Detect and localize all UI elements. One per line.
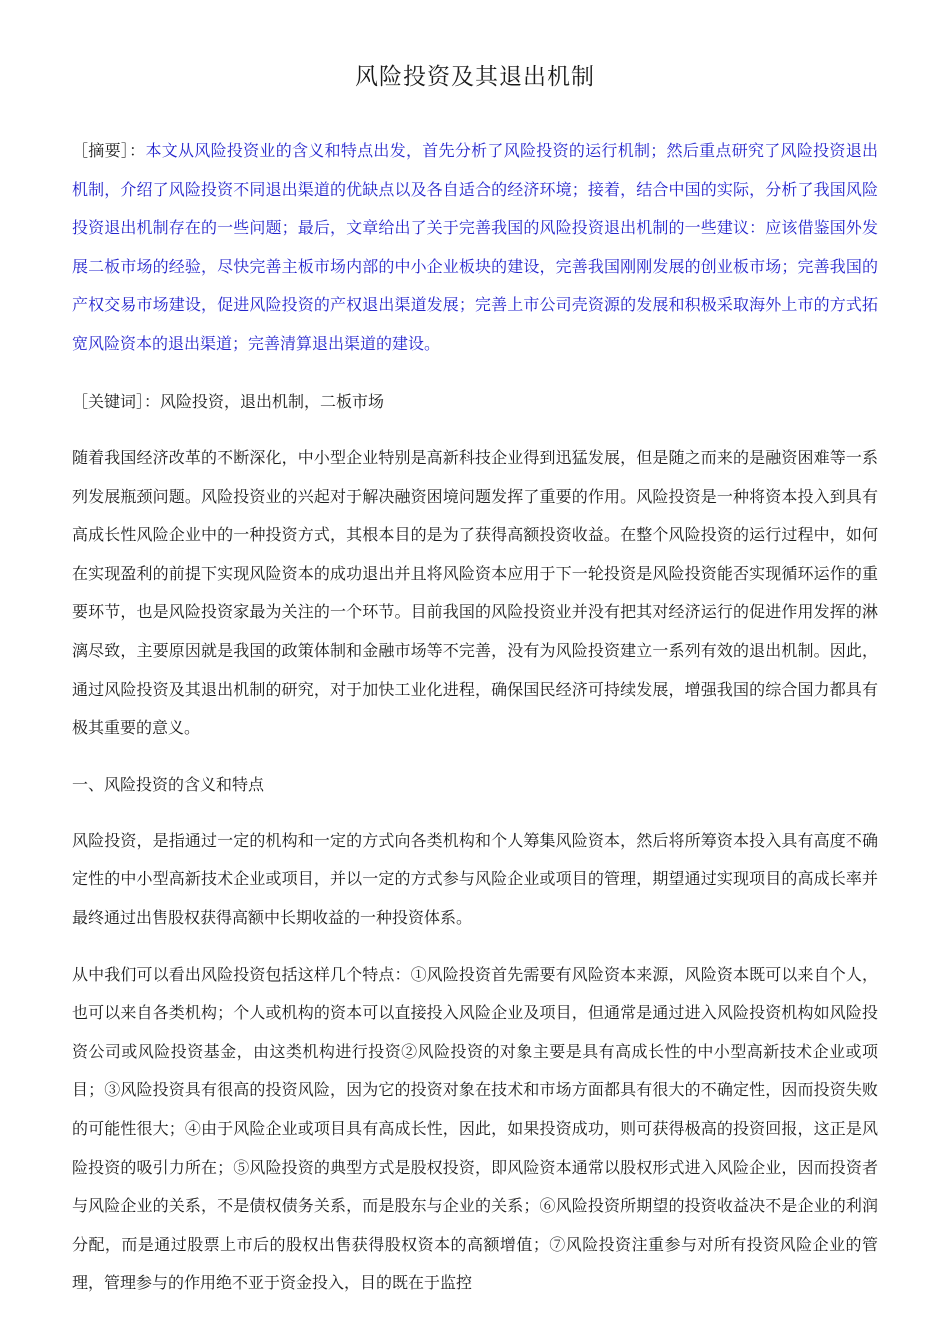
intro-paragraph: 随着我国经济改革的不断深化，中小型企业特别是高新科技企业得到迅猛发展，但是随之而来的是融资困难等一系列发展瓶颈问题。风险投资业的兴起对于解决融资困境问题发挥了重要的作用。风险投资是一种将资本投入到具有高成长性风险企业中的一种投资方式，其根本目的是为了获得高额投资收益。在整个风险投资的运行过程中，如何在实现盈利的前提下实现风险资本的成功退出并且将风险资本应用于下一轮投资是风险投资能否实现循环运作的重要环节，也是风险投资家最为关注的一个环节。目前我国的风险投资业并没有把其对经济运行的促进作用发挥的淋漓尽致，主要原因就是我国的政策体制和金融市场等不完善，没有为风险投资建立一系列有效的退出机制。因此，通过风险投资及其退出机制的研究，对于加快工业化进程，确保国民经济可持续发展，增强我国的综合国力都具有极其重要的意义。 bbox=[72, 448, 878, 738]
abstract-label: ［摘要］： bbox=[72, 141, 146, 160]
abstract-text: 本文从风险投资业的含义和特点出发，首先分析了风险投资的运行机制；然后重点研究了风险投资退出机制，介绍了风险投资不同退出渠道的优缺点以及各自适合的经济环境；接着，结合中国的实际，分析了我国风险投资退出机制存在的一些问题；最后，文章给出了关于完善我国的风险投资退出机制的一些建议：应该借鉴国外发展二板市场的经验，尽快完善主板市场内部的中小企业板块的建设，完善我国刚刚发展的创业板市场；完善我国的产权交易市场建设，促进风险投资的产权退出渠道发展；完善上市公司壳资源的发展和积极采取海外上市的方式拓宽风险资本的退出渠道；完善清算退出渠道的建设。 bbox=[72, 141, 878, 353]
features-paragraph: 从中我们可以看出风险投资包括这样几个特点：①风险投资首先需要有风险资本来源，风险资本既可以来自个人，也可以来自各类机构；个人或机构的资本可以直接投入风险企业及项目，但通常是通过进入风险投资机构如风险投资公司或风险投资基金，由这类机构进行投资②风险投资的对象主要是具有高成长性的中小型高新技术企业或项目；③风险投资具有很高的投资风险，因为它的投资对象在技术和市场方面都具有很大的不确定性，因而投资失败的可能性很大；④由于风险企业或项目具有高成长性，因此，如果投资成功，则可获得极高的投资回报，这正是风险投资的吸引力所在；⑤风险投资的典型方式是股权投资，即风险资本通常以股权形式进入风险企业，因而投资者与风险企业的关系，不是债权债务关系，而是股东与企业的关系；⑥风险投资所期望的投资收益决不是企业的利润分配，而是通过股票上市后的股权出售获得股权资本的高额增值；⑦风险投资注重参与对所有投资风险企业的管理，管理参与的作用绝不亚于资金投入，目的既在于监控 bbox=[72, 964, 878, 1293]
abstract bbox=[72, 132, 878, 363]
definition-paragraph: 风险投资，是指通过一定的机构和一定的方式向各类机构和个人筹集风险资本，然后将所筹资本投入具有高度不确定性的中小型高新技术企业或项目，并以一定的方式参与风险企业或项目的管理，期望通过实现项目的高成长率并最终通过出售股权获得高额中长期收益的一种投资体系。 bbox=[72, 830, 878, 927]
keywords: ［关键词］：风险投资，退出机制，二板市场 bbox=[72, 392, 385, 411]
document-title: 风险投资及其退出机制 bbox=[355, 64, 595, 90]
section-heading: 一、风险投资的含义和特点 bbox=[72, 774, 265, 794]
